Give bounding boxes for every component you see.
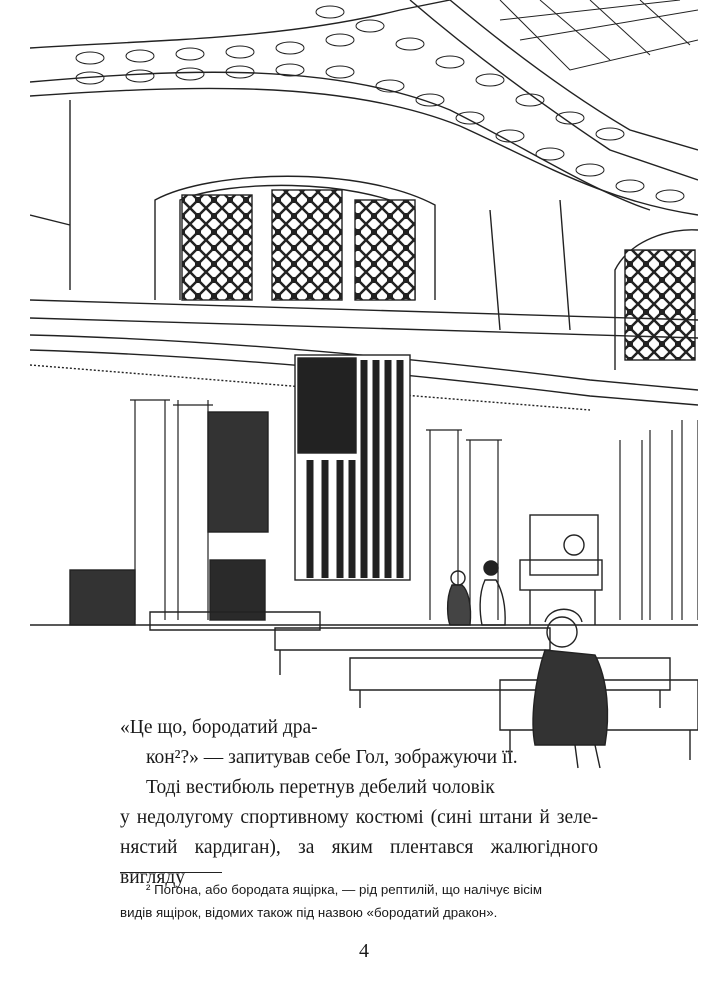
body-line-4: у недолугому спортивному костюмі (сині штани й зеле-: [120, 807, 598, 828]
footnote-line-1: ² Погона, або бородата ящірка, — рід рептилій, що налічує вісім: [146, 882, 543, 897]
footnote-divider: [120, 872, 222, 873]
body-line-1: «Це що, бородатий дра-: [120, 717, 318, 738]
body-line-2: кон²?» — запитував себе Гол, зображуючи її.: [146, 747, 518, 768]
body-text: [120, 713, 598, 888]
page-number: 4: [359, 940, 369, 962]
body-line-3: Тоді вестибюль перетнув дебелий чоловік: [146, 777, 495, 798]
hall-illustration: [30, 0, 698, 770]
hall-illustration-svg: [30, 0, 698, 770]
footnote: [120, 878, 598, 924]
footnote-line-2: видів ящірок, відомих також під назвою «бородатий дракон».: [120, 905, 498, 920]
body-line-5: нястий кардиган), за яким плентався жалюгідного вигляду: [120, 837, 598, 888]
